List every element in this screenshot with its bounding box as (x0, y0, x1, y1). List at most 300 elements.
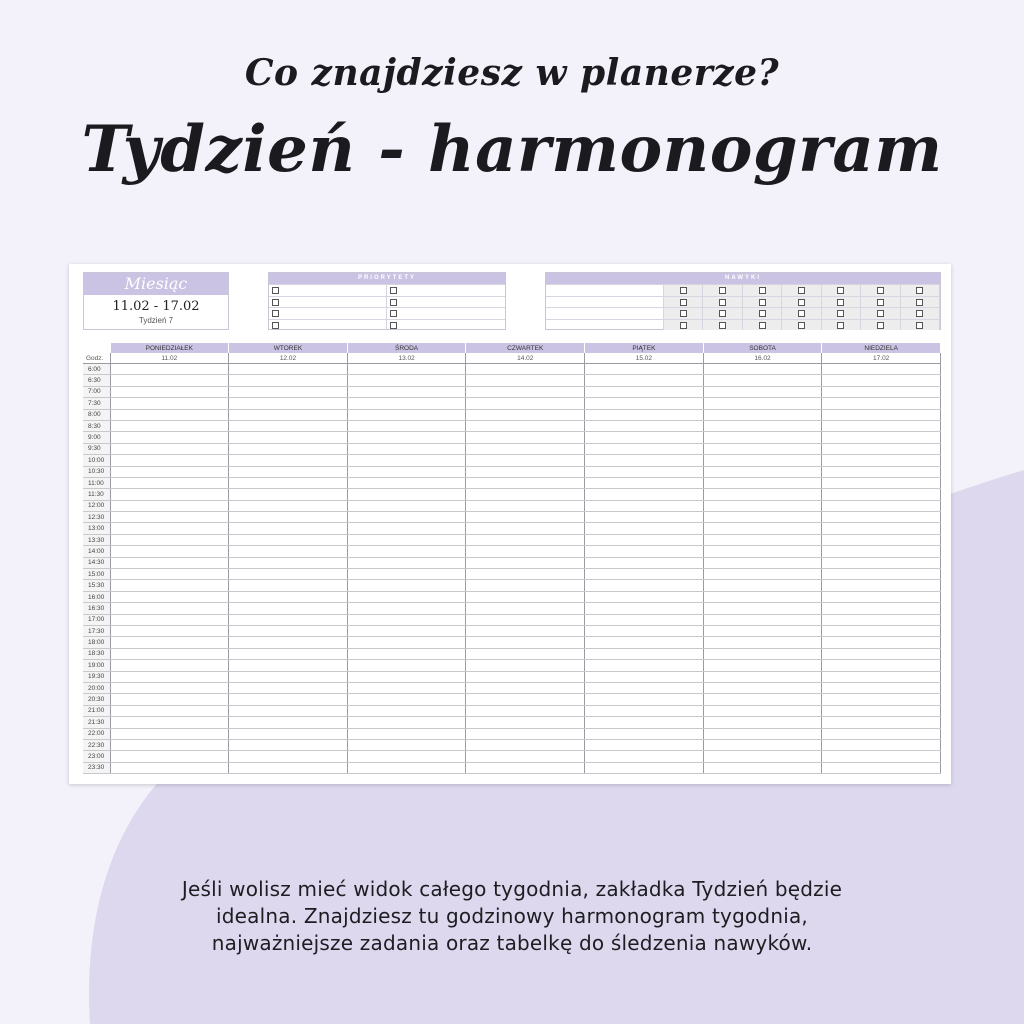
schedule-cell[interactable] (229, 751, 348, 762)
schedule-cell[interactable] (110, 443, 229, 454)
habit-checkbox[interactable] (759, 310, 766, 317)
schedule-cell[interactable] (347, 705, 466, 716)
schedule-cell[interactable] (466, 455, 585, 466)
schedule-cell[interactable] (466, 751, 585, 762)
habit-cell[interactable] (782, 319, 821, 331)
habit-checkbox[interactable] (798, 299, 805, 306)
schedule-cell[interactable] (466, 489, 585, 500)
priority-checkbox[interactable] (272, 322, 279, 329)
schedule-cell[interactable] (466, 580, 585, 591)
schedule-cell[interactable] (229, 489, 348, 500)
schedule-cell[interactable] (703, 500, 822, 511)
schedule-cell[interactable] (703, 739, 822, 750)
schedule-cell[interactable] (347, 489, 466, 500)
priority-cell[interactable] (269, 319, 387, 331)
schedule-cell[interactable] (229, 660, 348, 671)
schedule-cell[interactable] (822, 534, 941, 545)
schedule-cell[interactable] (347, 546, 466, 557)
schedule-cell[interactable] (110, 432, 229, 443)
schedule-cell[interactable] (703, 717, 822, 728)
schedule-cell[interactable] (585, 637, 704, 648)
schedule-cell[interactable] (347, 739, 466, 750)
schedule-cell[interactable] (822, 398, 941, 409)
schedule-cell[interactable] (585, 671, 704, 682)
schedule-cell[interactable] (703, 762, 822, 773)
schedule-cell[interactable] (703, 557, 822, 568)
schedule-cell[interactable] (585, 500, 704, 511)
schedule-cell[interactable] (822, 420, 941, 431)
schedule-cell[interactable] (229, 671, 348, 682)
habit-cell[interactable] (743, 284, 782, 296)
schedule-cell[interactable] (585, 694, 704, 705)
habit-checkbox[interactable] (877, 310, 884, 317)
habit-cell[interactable] (664, 284, 703, 296)
schedule-cell[interactable] (585, 580, 704, 591)
schedule-cell[interactable] (585, 443, 704, 454)
schedule-cell[interactable] (347, 625, 466, 636)
habit-checkbox[interactable] (680, 322, 687, 329)
habit-checkbox[interactable] (680, 287, 687, 294)
schedule-cell[interactable] (110, 751, 229, 762)
schedule-cell[interactable] (229, 625, 348, 636)
schedule-cell[interactable] (466, 557, 585, 568)
schedule-cell[interactable] (703, 420, 822, 431)
schedule-cell[interactable] (110, 489, 229, 500)
schedule-cell[interactable] (822, 660, 941, 671)
schedule-cell[interactable] (229, 500, 348, 511)
schedule-cell[interactable] (703, 398, 822, 409)
schedule-cell[interactable] (229, 603, 348, 614)
schedule-cell[interactable] (110, 660, 229, 671)
schedule-cell[interactable] (822, 477, 941, 488)
schedule-cell[interactable] (229, 614, 348, 625)
schedule-cell[interactable] (703, 637, 822, 648)
schedule-cell[interactable] (466, 739, 585, 750)
habit-cell[interactable] (782, 284, 821, 296)
schedule-cell[interactable] (110, 671, 229, 682)
habit-cell[interactable] (664, 307, 703, 319)
habit-cell[interactable] (743, 307, 782, 319)
schedule-cell[interactable] (110, 739, 229, 750)
schedule-cell[interactable] (585, 477, 704, 488)
schedule-cell[interactable] (229, 386, 348, 397)
schedule-cell[interactable] (466, 591, 585, 602)
priority-cell[interactable] (269, 296, 387, 308)
schedule-cell[interactable] (822, 364, 941, 375)
schedule-cell[interactable] (347, 512, 466, 523)
schedule-cell[interactable] (585, 546, 704, 557)
schedule-cell[interactable] (347, 648, 466, 659)
schedule-cell[interactable] (347, 682, 466, 693)
habit-cell[interactable] (782, 296, 821, 308)
priority-checkbox[interactable] (272, 310, 279, 317)
schedule-cell[interactable] (229, 443, 348, 454)
schedule-cell[interactable] (229, 466, 348, 477)
schedule-cell[interactable] (585, 603, 704, 614)
schedule-cell[interactable] (229, 717, 348, 728)
schedule-cell[interactable] (703, 614, 822, 625)
schedule-cell[interactable] (229, 455, 348, 466)
schedule-cell[interactable] (347, 660, 466, 671)
schedule-cell[interactable] (110, 569, 229, 580)
schedule-cell[interactable] (347, 580, 466, 591)
priority-checkbox[interactable] (272, 287, 279, 294)
schedule-cell[interactable] (703, 432, 822, 443)
habit-checkbox[interactable] (837, 299, 844, 306)
schedule-cell[interactable] (466, 762, 585, 773)
schedule-cell[interactable] (110, 409, 229, 420)
schedule-cell[interactable] (110, 637, 229, 648)
habit-cell[interactable] (861, 307, 900, 319)
habit-checkbox[interactable] (916, 322, 923, 329)
schedule-cell[interactable] (466, 648, 585, 659)
priority-checkbox[interactable] (390, 310, 397, 317)
schedule-cell[interactable] (703, 705, 822, 716)
schedule-cell[interactable] (110, 591, 229, 602)
schedule-cell[interactable] (822, 500, 941, 511)
schedule-cell[interactable] (110, 625, 229, 636)
priority-cell[interactable] (387, 319, 505, 331)
schedule-cell[interactable] (466, 682, 585, 693)
schedule-cell[interactable] (585, 386, 704, 397)
schedule-cell[interactable] (347, 386, 466, 397)
habit-checkbox[interactable] (719, 287, 726, 294)
schedule-cell[interactable] (822, 694, 941, 705)
schedule-cell[interactable] (822, 409, 941, 420)
schedule-cell[interactable] (110, 534, 229, 545)
schedule-cell[interactable] (347, 751, 466, 762)
schedule-cell[interactable] (347, 523, 466, 534)
schedule-cell[interactable] (822, 682, 941, 693)
schedule-cell[interactable] (110, 728, 229, 739)
schedule-cell[interactable] (110, 705, 229, 716)
schedule-cell[interactable] (822, 705, 941, 716)
schedule-cell[interactable] (229, 409, 348, 420)
schedule-cell[interactable] (585, 614, 704, 625)
schedule-cell[interactable] (703, 375, 822, 386)
schedule-cell[interactable] (466, 717, 585, 728)
schedule-cell[interactable] (229, 682, 348, 693)
schedule-cell[interactable] (822, 603, 941, 614)
schedule-cell[interactable] (347, 409, 466, 420)
schedule-cell[interactable] (703, 489, 822, 500)
habit-checkbox[interactable] (719, 299, 726, 306)
schedule-cell[interactable] (229, 398, 348, 409)
schedule-cell[interactable] (110, 546, 229, 557)
schedule-cell[interactable] (466, 375, 585, 386)
schedule-cell[interactable] (822, 443, 941, 454)
schedule-cell[interactable] (110, 466, 229, 477)
schedule-cell[interactable] (822, 637, 941, 648)
schedule-cell[interactable] (466, 671, 585, 682)
schedule-cell[interactable] (585, 466, 704, 477)
schedule-cell[interactable] (110, 398, 229, 409)
schedule-cell[interactable] (347, 466, 466, 477)
habit-checkbox[interactable] (798, 287, 805, 294)
schedule-cell[interactable] (822, 466, 941, 477)
schedule-cell[interactable] (347, 375, 466, 386)
schedule-cell[interactable] (585, 432, 704, 443)
schedule-cell[interactable] (822, 432, 941, 443)
schedule-cell[interactable] (229, 546, 348, 557)
schedule-cell[interactable] (703, 728, 822, 739)
habit-cell[interactable] (901, 307, 940, 319)
schedule-cell[interactable] (585, 512, 704, 523)
schedule-cell[interactable] (110, 682, 229, 693)
habit-cell[interactable] (861, 284, 900, 296)
schedule-cell[interactable] (822, 717, 941, 728)
schedule-cell[interactable] (229, 364, 348, 375)
schedule-cell[interactable] (229, 512, 348, 523)
schedule-cell[interactable] (347, 364, 466, 375)
schedule-cell[interactable] (347, 500, 466, 511)
schedule-cell[interactable] (585, 739, 704, 750)
schedule-cell[interactable] (822, 580, 941, 591)
habit-cell[interactable] (901, 319, 940, 331)
schedule-cell[interactable] (703, 682, 822, 693)
schedule-cell[interactable] (703, 580, 822, 591)
schedule-cell[interactable] (585, 569, 704, 580)
schedule-cell[interactable] (110, 580, 229, 591)
schedule-cell[interactable] (585, 625, 704, 636)
schedule-cell[interactable] (466, 603, 585, 614)
schedule-cell[interactable] (703, 751, 822, 762)
schedule-cell[interactable] (703, 466, 822, 477)
schedule-cell[interactable] (703, 455, 822, 466)
schedule-cell[interactable] (466, 694, 585, 705)
habit-checkbox[interactable] (916, 287, 923, 294)
schedule-cell[interactable] (229, 580, 348, 591)
habit-cell[interactable] (743, 296, 782, 308)
habit-checkbox[interactable] (877, 299, 884, 306)
schedule-cell[interactable] (110, 694, 229, 705)
schedule-cell[interactable] (585, 751, 704, 762)
habit-checkbox[interactable] (877, 287, 884, 294)
schedule-cell[interactable] (466, 432, 585, 443)
schedule-cell[interactable] (229, 477, 348, 488)
habit-cell[interactable] (703, 296, 742, 308)
schedule-cell[interactable] (229, 739, 348, 750)
schedule-cell[interactable] (347, 694, 466, 705)
schedule-cell[interactable] (110, 648, 229, 659)
schedule-cell[interactable] (703, 477, 822, 488)
schedule-cell[interactable] (466, 705, 585, 716)
habit-checkbox[interactable] (798, 322, 805, 329)
habit-checkbox[interactable] (837, 287, 844, 294)
schedule-cell[interactable] (822, 546, 941, 557)
schedule-cell[interactable] (347, 591, 466, 602)
habit-cell[interactable] (782, 307, 821, 319)
schedule-cell[interactable] (347, 420, 466, 431)
habit-cell[interactable] (822, 284, 861, 296)
schedule-cell[interactable] (466, 728, 585, 739)
schedule-cell[interactable] (466, 614, 585, 625)
schedule-cell[interactable] (466, 466, 585, 477)
schedule-cell[interactable] (229, 534, 348, 545)
habit-checkbox[interactable] (719, 322, 726, 329)
habit-checkbox[interactable] (837, 310, 844, 317)
schedule-cell[interactable] (466, 443, 585, 454)
schedule-cell[interactable] (822, 512, 941, 523)
schedule-cell[interactable] (466, 386, 585, 397)
habit-checkbox[interactable] (719, 310, 726, 317)
schedule-cell[interactable] (703, 569, 822, 580)
schedule-cell[interactable] (703, 591, 822, 602)
habit-cell[interactable] (703, 307, 742, 319)
schedule-cell[interactable] (466, 660, 585, 671)
schedule-cell[interactable] (347, 443, 466, 454)
schedule-cell[interactable] (585, 364, 704, 375)
schedule-cell[interactable] (110, 455, 229, 466)
schedule-cell[interactable] (822, 614, 941, 625)
schedule-cell[interactable] (822, 671, 941, 682)
schedule-cell[interactable] (703, 512, 822, 523)
schedule-cell[interactable] (822, 625, 941, 636)
schedule-cell[interactable] (585, 682, 704, 693)
schedule-cell[interactable] (347, 557, 466, 568)
schedule-cell[interactable] (110, 420, 229, 431)
habit-cell[interactable] (861, 296, 900, 308)
schedule-cell[interactable] (822, 728, 941, 739)
priority-cell[interactable] (387, 296, 505, 308)
schedule-cell[interactable] (466, 534, 585, 545)
schedule-cell[interactable] (822, 523, 941, 534)
schedule-cell[interactable] (466, 637, 585, 648)
habit-checkbox[interactable] (877, 322, 884, 329)
priority-checkbox[interactable] (390, 287, 397, 294)
habit-cell[interactable] (822, 319, 861, 331)
habit-cell[interactable] (703, 284, 742, 296)
habit-name-cell[interactable] (546, 319, 664, 331)
schedule-cell[interactable] (347, 455, 466, 466)
schedule-cell[interactable] (822, 751, 941, 762)
schedule-cell[interactable] (585, 489, 704, 500)
schedule-cell[interactable] (703, 443, 822, 454)
schedule-cell[interactable] (110, 717, 229, 728)
schedule-cell[interactable] (347, 569, 466, 580)
schedule-cell[interactable] (822, 762, 941, 773)
schedule-cell[interactable] (347, 637, 466, 648)
priority-checkbox[interactable] (272, 299, 279, 306)
schedule-cell[interactable] (466, 625, 585, 636)
schedule-cell[interactable] (822, 557, 941, 568)
schedule-cell[interactable] (229, 762, 348, 773)
schedule-cell[interactable] (229, 694, 348, 705)
schedule-cell[interactable] (585, 648, 704, 659)
habit-checkbox[interactable] (759, 287, 766, 294)
habit-checkbox[interactable] (837, 322, 844, 329)
schedule-cell[interactable] (585, 660, 704, 671)
schedule-cell[interactable] (229, 420, 348, 431)
schedule-cell[interactable] (822, 591, 941, 602)
schedule-cell[interactable] (110, 500, 229, 511)
schedule-cell[interactable] (466, 477, 585, 488)
schedule-cell[interactable] (585, 557, 704, 568)
schedule-cell[interactable] (703, 660, 822, 671)
habit-cell[interactable] (901, 296, 940, 308)
schedule-cell[interactable] (585, 523, 704, 534)
schedule-cell[interactable] (110, 557, 229, 568)
schedule-cell[interactable] (466, 364, 585, 375)
priority-checkbox[interactable] (390, 322, 397, 329)
habit-cell[interactable] (703, 319, 742, 331)
schedule-cell[interactable] (466, 500, 585, 511)
priority-checkbox[interactable] (390, 299, 397, 306)
habit-name-cell[interactable] (546, 284, 664, 296)
schedule-cell[interactable] (229, 705, 348, 716)
schedule-cell[interactable] (229, 648, 348, 659)
schedule-cell[interactable] (110, 375, 229, 386)
habit-cell[interactable] (822, 307, 861, 319)
schedule-cell[interactable] (585, 534, 704, 545)
habit-cell[interactable] (861, 319, 900, 331)
schedule-cell[interactable] (822, 739, 941, 750)
schedule-cell[interactable] (703, 625, 822, 636)
habit-cell[interactable] (664, 296, 703, 308)
schedule-cell[interactable] (110, 762, 229, 773)
schedule-cell[interactable] (110, 386, 229, 397)
habit-name-cell[interactable] (546, 307, 664, 319)
schedule-cell[interactable] (110, 477, 229, 488)
schedule-cell[interactable] (347, 728, 466, 739)
schedule-cell[interactable] (585, 728, 704, 739)
habit-checkbox[interactable] (798, 310, 805, 317)
schedule-cell[interactable] (822, 375, 941, 386)
schedule-cell[interactable] (466, 512, 585, 523)
schedule-cell[interactable] (347, 534, 466, 545)
schedule-cell[interactable] (110, 603, 229, 614)
schedule-cell[interactable] (229, 523, 348, 534)
schedule-cell[interactable] (822, 489, 941, 500)
habit-cell[interactable] (901, 284, 940, 296)
schedule-cell[interactable] (703, 364, 822, 375)
schedule-cell[interactable] (347, 398, 466, 409)
priority-cell[interactable] (387, 307, 505, 319)
schedule-cell[interactable] (110, 512, 229, 523)
schedule-cell[interactable] (822, 648, 941, 659)
priority-cell[interactable] (387, 284, 505, 296)
schedule-cell[interactable] (585, 455, 704, 466)
schedule-cell[interactable] (703, 648, 822, 659)
habit-cell[interactable] (743, 319, 782, 331)
schedule-cell[interactable] (229, 591, 348, 602)
habit-checkbox[interactable] (759, 299, 766, 306)
schedule-cell[interactable] (347, 603, 466, 614)
habit-name-cell[interactable] (546, 296, 664, 308)
priority-cell[interactable] (269, 307, 387, 319)
priority-cell[interactable] (269, 284, 387, 296)
schedule-cell[interactable] (585, 420, 704, 431)
schedule-cell[interactable] (703, 603, 822, 614)
schedule-cell[interactable] (229, 569, 348, 580)
schedule-cell[interactable] (822, 455, 941, 466)
habit-checkbox[interactable] (916, 310, 923, 317)
schedule-cell[interactable] (229, 375, 348, 386)
schedule-cell[interactable] (822, 569, 941, 580)
schedule-cell[interactable] (703, 671, 822, 682)
schedule-cell[interactable] (466, 398, 585, 409)
schedule-cell[interactable] (347, 477, 466, 488)
schedule-cell[interactable] (229, 637, 348, 648)
schedule-cell[interactable] (703, 523, 822, 534)
schedule-cell[interactable] (347, 762, 466, 773)
schedule-cell[interactable] (466, 420, 585, 431)
schedule-cell[interactable] (466, 523, 585, 534)
schedule-cell[interactable] (110, 364, 229, 375)
schedule-cell[interactable] (703, 386, 822, 397)
schedule-cell[interactable] (585, 762, 704, 773)
schedule-cell[interactable] (347, 614, 466, 625)
